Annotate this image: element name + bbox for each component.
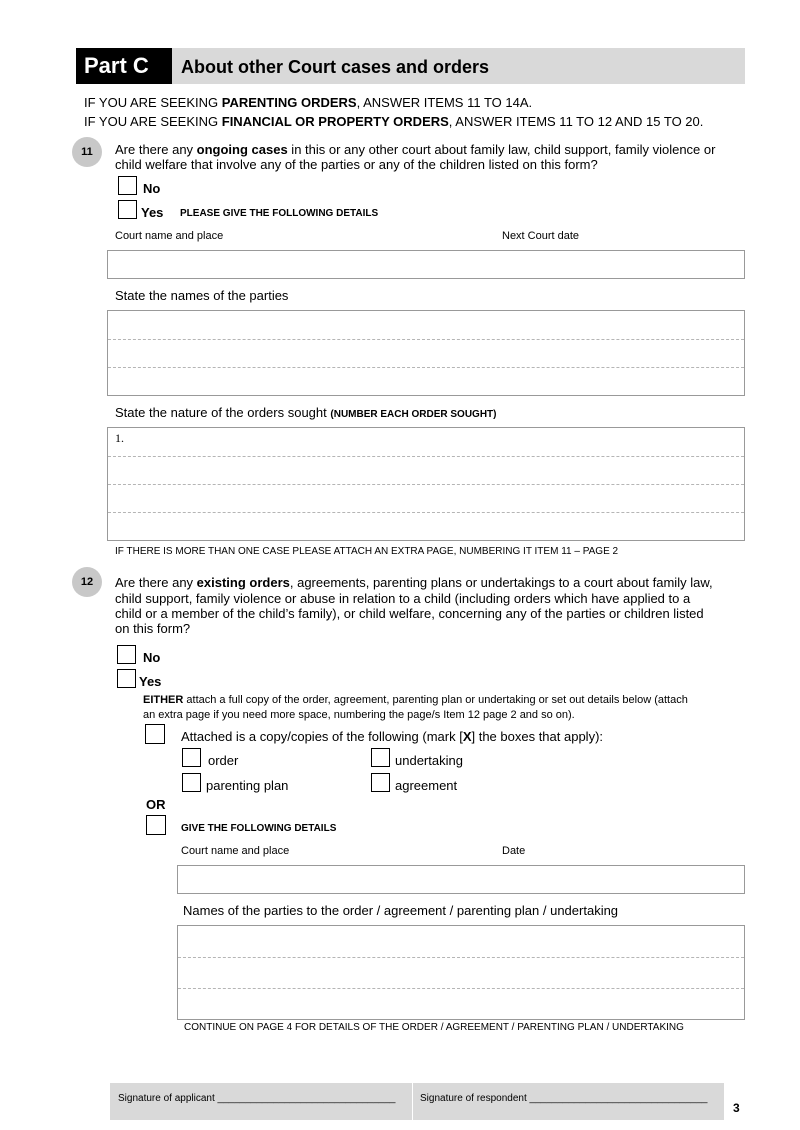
item-12-either-line-2: an extra page if you need more space, numbering the page/s Item 12 page 2 and so on). — [143, 709, 575, 721]
intro-line-2: IF YOU ARE SEEKING FINANCIAL OR PROPERTY ORDERS, ANSWER ITEMS 11 TO 12 AND 15 TO 20. — [84, 114, 704, 129]
item-12-question-line-3: child or a member of the child’s family), or child welfare, concerning any of the parties or children listed — [115, 606, 704, 621]
item-12-details-checkbox[interactable] — [146, 815, 166, 835]
undertaking-checkbox[interactable] — [371, 748, 390, 767]
intro-line-1: IF YOU ARE SEEKING PARENTING ORDERS, ANSWER ITEMS 11 TO 14A. — [84, 95, 533, 110]
item-12-no-checkbox[interactable] — [117, 645, 136, 664]
part-label: Part C — [76, 48, 172, 84]
item-12-give-details: GIVE THE FOLLOWING DETAILS — [181, 823, 337, 834]
item-11-parties-field[interactable] — [107, 310, 745, 396]
item-12-no-label: No — [143, 650, 161, 665]
parenting-plan-label: parenting plan — [206, 778, 289, 793]
order-checkbox[interactable] — [182, 748, 201, 767]
ruled-line — [108, 339, 744, 340]
ruled-line — [108, 512, 744, 513]
part-title: About other Court cases and orders — [181, 57, 490, 77]
item-12-date-label: Date — [502, 845, 526, 857]
signature-divider — [412, 1083, 413, 1120]
respondent-signature[interactable]: Signature of respondent ________________________________ — [420, 1093, 708, 1104]
item-12-question-line-4: on this form? — [115, 621, 191, 636]
item-12-attached-checkbox[interactable] — [145, 724, 165, 744]
page-number: 3 — [733, 1101, 740, 1115]
item-11-footnote: IF THERE IS MORE THAN ONE CASE PLEASE ATTACH AN EXTRA PAGE, NUMBERING IT ITEM 11 – PAGE 2 — [115, 546, 619, 557]
item-11-question-line-2: child welfare that involve any of the parties or any of the children listed on this form? — [115, 157, 598, 172]
ruled-line — [178, 988, 744, 989]
item-11-court-field[interactable] — [107, 250, 745, 279]
item-11-number: 11 — [72, 137, 102, 167]
item-11-date-label: Next Court date — [502, 230, 580, 242]
item-11-no-checkbox[interactable] — [118, 176, 137, 195]
item-12-either-line-1: EITHER attach a full copy of the order, agreement, parenting plan or undertaking or set out details below (attach — [143, 694, 688, 706]
item-11-no-label: No — [143, 181, 161, 196]
item-12-yes-checkbox[interactable] — [117, 669, 136, 688]
or-label: OR — [146, 797, 166, 812]
item-12-names-label: Names of the parties to the order / agreement / parenting plan / undertaking — [183, 903, 619, 918]
item-12-question-line-2: child support, family violence or abuse in relation to a child (including orders which have applied to a — [115, 591, 691, 606]
item-11-yes-checkbox[interactable] — [118, 200, 137, 219]
item-11-yes-label: Yes — [141, 205, 164, 220]
ruled-line — [108, 456, 744, 457]
item-12-number: 12 — [72, 567, 102, 597]
agreement-checkbox[interactable] — [371, 773, 390, 792]
item-12-continue-note: CONTINUE ON PAGE 4 FOR DETAILS OF THE ORDER / AGREEMENT / PARENTING PLAN / UNDERTAKING — [184, 1022, 684, 1033]
agreement-label: agreement — [395, 778, 458, 793]
ruled-line — [178, 957, 744, 958]
parenting-plan-checkbox[interactable] — [182, 773, 201, 792]
item-11-question-line-1: Are there any ongoing cases in this or any other court about family law, child support, family violence or — [115, 142, 716, 157]
ruled-line — [108, 367, 744, 368]
item-12-court-field[interactable] — [177, 865, 745, 894]
item-12-court-label: Court name and place — [181, 845, 290, 857]
order-label: order — [208, 753, 239, 768]
undertaking-label: undertaking — [395, 753, 463, 768]
item-11-orders-field[interactable] — [107, 427, 745, 541]
item-11-orders-label: State the nature of the orders sought (NUMBER EACH ORDER SOUGHT) — [115, 405, 497, 420]
ruled-line — [108, 484, 744, 485]
item-12-yes-label: Yes — [139, 674, 162, 689]
item-11-court-label: Court name and place — [115, 230, 224, 242]
applicant-signature[interactable]: Signature of applicant ________________________________ — [118, 1093, 396, 1104]
item-12-question-line-1: Are there any existing orders, agreements, parenting plans or undertakings to a court about family law, — [115, 575, 713, 590]
item-12-attached-label: Attached is a copy/copies of the following (mark [X] the boxes that apply): — [181, 729, 604, 744]
item-11-parties-label: State the names of the parties — [115, 288, 289, 303]
item-12-names-field[interactable] — [177, 925, 745, 1020]
item-11-yes-note: PLEASE GIVE THE FOLLOWING DETAILS — [180, 208, 379, 219]
orders-first-number: 1. — [115, 431, 124, 445]
